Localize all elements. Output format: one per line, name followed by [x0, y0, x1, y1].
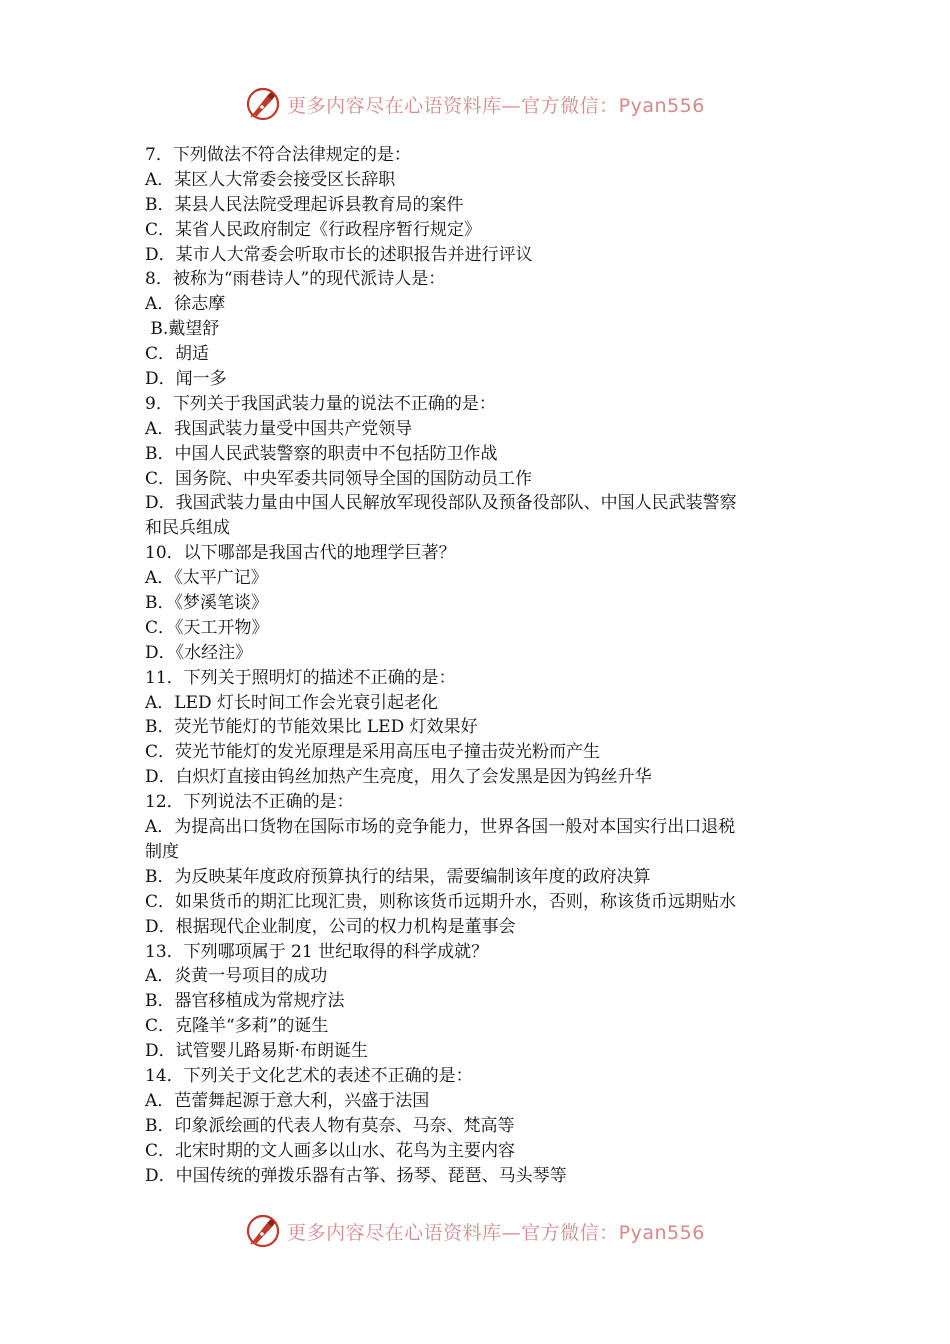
option-10a: A．《太平广记》	[145, 568, 268, 589]
option-7c: C．某省人民政府制定《行政程序暂行规定》	[145, 219, 482, 240]
option-13a: A．炎黄一号项目的成功	[145, 966, 328, 987]
option-13d: D．试管婴儿路易斯·布朗诞生	[145, 1041, 369, 1062]
header-banner-content	[245, 86, 705, 122]
option-12a: A．为提高出口货物在国际市场的竞争能力，世界各国一般对本国实行出口退税	[145, 817, 736, 838]
question-12: 12．下列说法不正确的是：	[145, 792, 354, 813]
option-14d: D．中国传统的弹拨乐器有古筝、扬琴、琵琶、马头琴等	[145, 1165, 567, 1186]
question-13: 13．下列哪项属于 21 世纪取得的科学成就？	[145, 941, 489, 962]
option-8a: A．徐志摩	[145, 294, 226, 315]
banner-text: 更多内容尽在心语资料库—官方微信：Pyan556	[287, 1221, 705, 1244]
question-11: 11．下列关于照明灯的描述不正确的是：	[145, 667, 456, 688]
option-7a: A．某区人大常委会接受区长辞职	[145, 169, 396, 190]
option-12d: D．根据现代企业制度，公司的权力机构是董事会	[145, 916, 516, 937]
option-12a-cont: 制度	[145, 841, 179, 862]
option-11d: D．白炽灯直接由钨丝加热产生亮度，用久了会发黑是因为钨丝升华	[145, 767, 652, 788]
header-banner	[0, 84, 950, 124]
option-9c: C．国务院、中央军委共同领导全国的国防动员工作	[145, 468, 533, 489]
option-14b: B．印象派绘画的代表人物有莫奈、马奈、梵高等	[145, 1115, 515, 1136]
option-7d: D．某市人大常委会听取市长的述职报告并进行评议	[145, 244, 533, 265]
option-14c: C．北宋时期的文人画多以山水、花鸟为主要内容	[145, 1140, 516, 1161]
option-8d: D．闻一多	[145, 369, 227, 390]
option-8c: C．胡适	[145, 344, 210, 365]
pen-nib-icon	[245, 86, 281, 122]
option-13c: C．克隆羊“多莉”的诞生	[145, 1016, 329, 1037]
question-9: 9．下列关于我国武装力量的说法不正确的是：	[145, 393, 496, 414]
wechat-id: Pyan556	[618, 94, 705, 117]
option-9b: B．中国人民武装警察的职责中不包括防卫作战	[145, 443, 498, 464]
wechat-id: Pyan556	[618, 1221, 705, 1244]
option-12b: B．为反映某年度政府预算执行的结果，需要编制该年度的政府决算	[145, 866, 651, 887]
footer-banner-content	[245, 1213, 705, 1249]
option-14a: A．芭蕾舞起源于意大利，兴盛于法国	[145, 1090, 430, 1111]
option-10c: C．《天工开物》	[145, 617, 269, 638]
option-13b: B．器官移植成为常规疗法	[145, 991, 345, 1012]
footer-banner	[0, 1211, 950, 1251]
option-9d-cont: 和民兵组成	[145, 518, 230, 539]
option-11a: A．LED 灯长时间工作会光衰引起老化	[145, 692, 439, 713]
option-12c: C．如果货币的期汇比现汇贵，则称该货币远期升水，否则，称该货币远期贴水	[145, 891, 737, 912]
question-list	[145, 143, 815, 1188]
option-9d: D．我国武装力量由中国人民解放军现役部队及预备役部队、中国人民武装警察	[145, 493, 737, 514]
option-8b: B.戴望舒	[145, 319, 220, 340]
option-11c: C．荧光节能灯的发光原理是采用高压电子撞击荧光粉而产生	[145, 742, 601, 763]
question-14: 14．下列关于文化艺术的表述不正确的是：	[145, 1065, 473, 1086]
option-11b: B．荧光节能灯的节能效果比 LED 灯效果好	[145, 717, 478, 738]
pen-nib-icon	[245, 1213, 281, 1249]
option-7b: B．某县人民法院受理起诉县教育局的案件	[145, 194, 464, 215]
banner-text: 更多内容尽在心语资料库—官方微信：Pyan556	[287, 94, 705, 117]
question-7: 7．下列做法不符合法律规定的是：	[145, 145, 411, 165]
question-8: 8．被称为“雨巷诗人”的现代派诗人是：	[145, 269, 446, 290]
option-10d: D．《水经注》	[145, 642, 253, 663]
option-9a: A．我国武装力量受中国共产党领导	[145, 418, 413, 439]
option-10b: B．《梦溪笔谈》	[145, 593, 268, 614]
question-10: 10．以下哪部是我国古代的地理学巨著？	[145, 543, 456, 564]
